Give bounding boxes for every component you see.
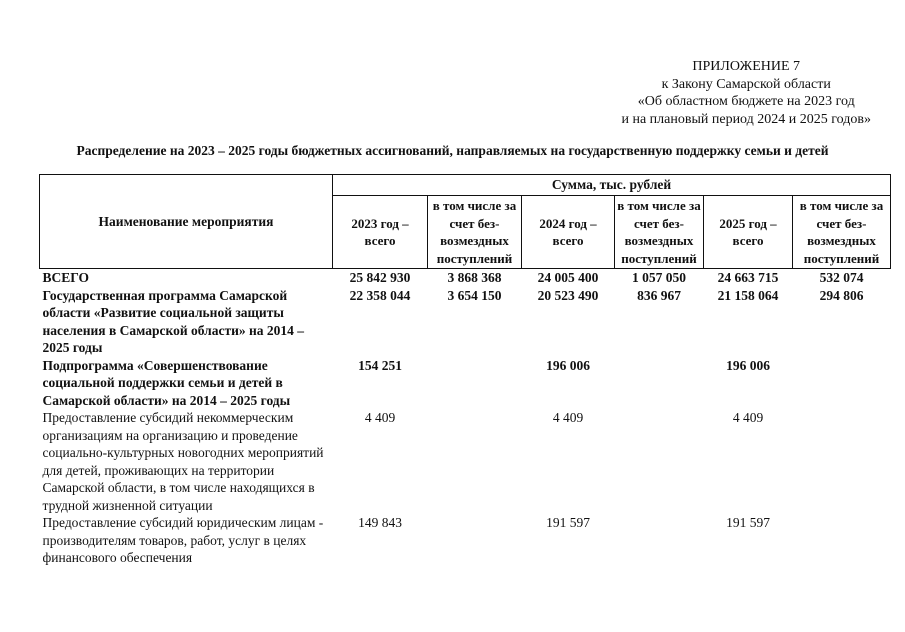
cell-value: 836 967 bbox=[637, 287, 681, 303]
appendix-line-1: к Закону Самарской области bbox=[661, 76, 831, 92]
table-row bbox=[40, 357, 891, 410]
cell-value: 4 409 bbox=[552, 410, 584, 425]
cell-value: 20 523 490 bbox=[537, 287, 599, 303]
row-name: Подпрограмма «Совершенствование социальной поддержки семьи и детей в Самарской области» на 2014 – 2025 годы bbox=[42, 357, 291, 408]
cell-value: 1 057 050 bbox=[632, 270, 686, 285]
cell-value: 196 006 bbox=[546, 357, 590, 373]
cell-value bbox=[428, 409, 522, 514]
cell-value: 24 663 715 bbox=[717, 270, 779, 285]
cell-value bbox=[793, 409, 891, 514]
header-name: Наименование мероприятия bbox=[40, 175, 333, 269]
cell-value: 25 842 930 bbox=[349, 270, 411, 285]
cell-value: 191 597 bbox=[546, 515, 590, 530]
table-row bbox=[40, 514, 891, 567]
appendix-line-3: и на плановый период 2024 и 2025 годов» bbox=[621, 111, 871, 127]
cell-value: 3 654 150 bbox=[447, 287, 502, 303]
cell-value: 149 843 bbox=[358, 515, 402, 530]
header-2023-grants: в том числе за счет без-возмездных поступлений bbox=[428, 196, 522, 269]
cell-value bbox=[615, 409, 704, 514]
row-name: ВСЕГО bbox=[42, 270, 90, 285]
appendix-title: ПРИЛОЖЕНИЕ 7 bbox=[692, 59, 801, 74]
row-name: Предоставление субсидий юридическим лицам - производителям товаров, работ, услуг в целях финансового обеспечения bbox=[42, 515, 324, 565]
cell-value bbox=[793, 357, 891, 410]
header-2025-total: 2025 год – всего bbox=[704, 196, 793, 269]
table-row bbox=[40, 269, 891, 287]
appendix-line-2: «Об областном бюджете на 2023 год bbox=[637, 94, 855, 109]
cell-value: 24 005 400 bbox=[537, 270, 599, 285]
row-name: Государственная программа Самарской области «Развитие социальной защиты населения в Самарской области» на 2014 – 2025 годы bbox=[42, 287, 305, 355]
appendix-heading bbox=[621, 58, 871, 128]
cell-value: 4 409 bbox=[364, 410, 396, 425]
cell-value bbox=[615, 357, 704, 410]
cell-value: 21 158 064 bbox=[717, 287, 779, 303]
cell-value: 3 868 368 bbox=[447, 270, 502, 285]
cell-value: 22 358 044 bbox=[349, 287, 411, 303]
header-sum: Сумма, тыс. рублей bbox=[333, 175, 891, 196]
cell-value bbox=[615, 514, 704, 567]
header-2024-grants: в том числе за счет без-возмездных поступлений bbox=[615, 196, 704, 269]
table-row bbox=[40, 287, 891, 357]
cell-value: 294 806 bbox=[819, 287, 864, 303]
cell-value: 4 409 bbox=[732, 410, 764, 425]
cell-value: 532 074 bbox=[819, 270, 864, 285]
cell-value bbox=[793, 514, 891, 567]
cell-value bbox=[428, 357, 522, 410]
header-2023-total: 2023 год – всего bbox=[333, 196, 428, 269]
cell-value: 154 251 bbox=[358, 357, 402, 373]
document-title: Распределение на 2023 – 2025 годы бюджетных ассигнований, направляемых на государственную поддержку семьи и детей bbox=[76, 143, 829, 158]
cell-value: 191 597 bbox=[726, 515, 770, 530]
cell-value bbox=[428, 514, 522, 567]
header-2024-total: 2024 год – всего bbox=[522, 196, 615, 269]
budget-table bbox=[39, 174, 891, 567]
cell-value: 196 006 bbox=[726, 357, 770, 373]
row-name: Предоставление субсидий некоммерческим организациям на организацию и проведение социально-культурных новогодних мероприятий для детей, проживающих на территории Самарской области, в том числе находящихся в трудной жизненной ситуации bbox=[42, 410, 324, 513]
header-2025-grants: в том числе за счет без-возмездных поступлений bbox=[793, 196, 891, 269]
table-row bbox=[40, 409, 891, 514]
